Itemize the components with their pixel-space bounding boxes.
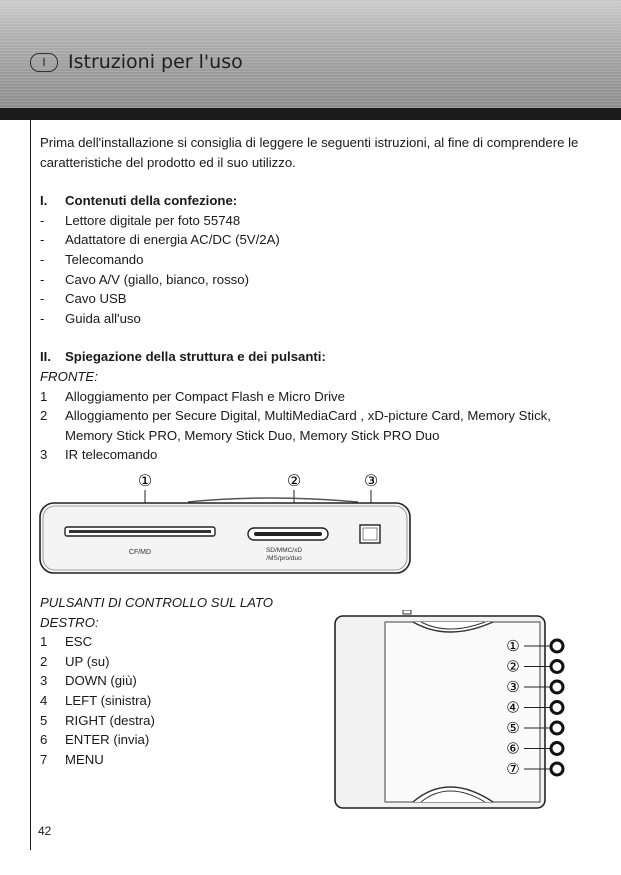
list-item: 1 ESC	[40, 634, 93, 650]
side-device-illustration	[333, 610, 573, 812]
header-divider-bar	[0, 108, 621, 120]
multi-slot-label-line1: SD/MMC/xD	[265, 547, 303, 554]
callout-1: ①	[137, 473, 153, 490]
list-item: 3 DOWN (giù)	[40, 673, 137, 689]
control-button-4	[551, 702, 563, 714]
main-content	[40, 133, 600, 465]
page-number: 42	[38, 824, 52, 838]
header-banner	[0, 0, 621, 108]
list-item: - Cavo A/V (giallo, bianco, rosso)	[40, 271, 249, 287]
controls-subheading: PULSANTI DI CONTROLLO SUL LATO DESTRO:	[40, 595, 274, 630]
controls-section	[40, 593, 330, 769]
section-1-title: Contenuti della confezione:	[65, 193, 238, 209]
callout-2: ②	[286, 473, 302, 490]
section-2-title: Spiegazione della struttura e dei pulsanti:	[65, 349, 326, 365]
front-device-illustration	[38, 473, 418, 588]
package-contents-list	[40, 211, 600, 329]
list-item: 2 Alloggiamento per Secure Digital, MultiMediaCard , xD-picture Card, Memory Stick, Memory Stick PRO, Memory Stick Duo, Memory Stick PRO Duo	[40, 408, 551, 443]
callout-3: ③	[363, 473, 379, 490]
device-front-body	[40, 503, 410, 573]
side-callout-7: ⑦	[506, 760, 520, 778]
side-callout-6: ⑥	[506, 739, 520, 758]
list-item: - Lettore digitale per foto 55748	[40, 212, 241, 228]
list-item: - Guida all'uso	[40, 310, 141, 326]
list-item: 3 IR telecomando	[40, 447, 158, 463]
section-1-number: I.	[40, 193, 48, 209]
list-item: 5 RIGHT (destra)	[40, 712, 155, 728]
section-2-number: II.	[40, 349, 51, 365]
controls-list	[40, 632, 330, 769]
list-item: 6 ENTER (invia)	[40, 732, 150, 748]
section-2-heading	[40, 347, 600, 367]
list-item: 7 MENU	[40, 751, 104, 767]
list-item: - Cavo USB	[40, 291, 127, 307]
control-button-5	[551, 722, 563, 734]
intro-paragraph: Prima dell'installazione si consiglia di leggere le seguenti istruzioni, al fine di comprendere le caratteristiche del prodotto ed il suo utilizzo.	[40, 135, 579, 170]
control-button-3	[551, 681, 563, 693]
side-callout-1: ①	[506, 637, 520, 655]
section-1-heading	[40, 191, 600, 211]
multi-slot-label-line2: /MS/pro/duo	[266, 555, 302, 562]
list-item: 2 UP (su)	[40, 653, 110, 669]
control-button-2	[551, 661, 563, 673]
list-item: - Adattatore di energia AC/DC (5V/2A)	[40, 232, 280, 248]
language-badge: I	[30, 53, 58, 72]
left-margin-rule	[30, 120, 31, 850]
control-button-6	[551, 743, 563, 755]
control-button-7	[551, 763, 563, 775]
side-callout-3: ③	[506, 678, 520, 696]
front-subheading: FRONTE:	[40, 368, 98, 384]
page-title: Istruzioni per l'uso	[68, 51, 243, 73]
side-callout-2: ②	[506, 657, 520, 676]
cf-slot-label: CF/MD	[128, 549, 152, 556]
list-item: - Telecomando	[40, 251, 144, 267]
header-title-group	[30, 48, 243, 76]
side-callout-5: ⑤	[506, 719, 520, 737]
list-item: 4 LEFT (sinistra)	[40, 692, 152, 708]
front-items-list	[40, 387, 600, 465]
list-item: 1 Alloggiamento per Compact Flash e Micro Drive	[40, 388, 345, 404]
side-callout-4: ④	[506, 698, 520, 717]
control-button-1	[551, 640, 563, 652]
